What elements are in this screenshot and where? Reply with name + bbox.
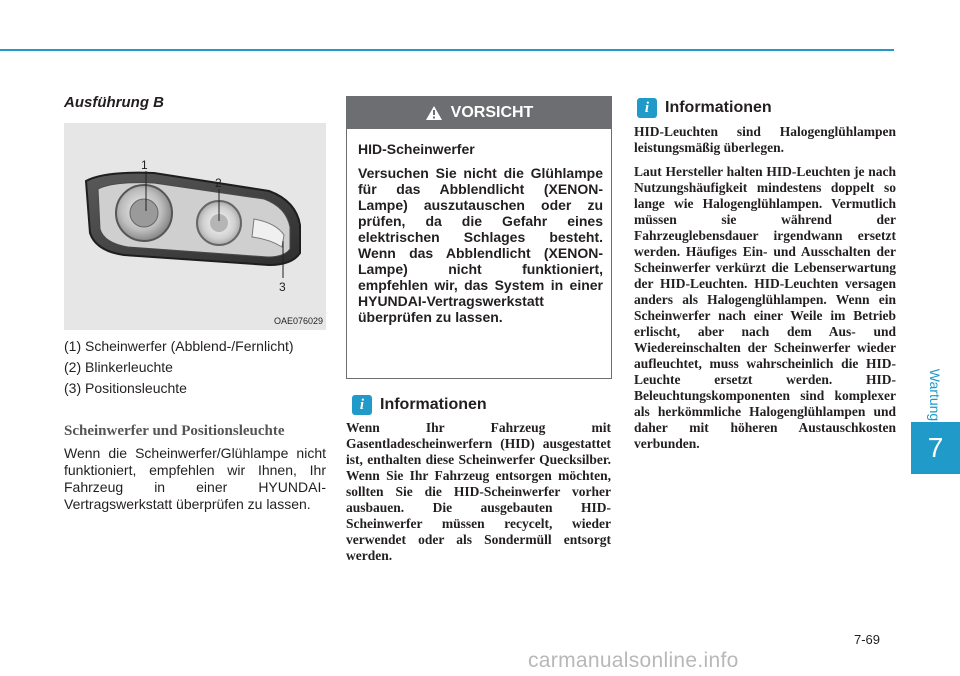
warning-triangle-icon — [425, 105, 443, 121]
section-title: Ausführung B — [64, 94, 164, 111]
info-paragraph: HID-Leuchten sind Halogenglühlampen leistungsmäßig überlegen. — [634, 124, 896, 155]
caution-label: VORSICHT — [450, 104, 534, 121]
callout-1: 1 — [141, 158, 148, 172]
headlamp-illustration — [64, 123, 326, 330]
info-text-middle: Wenn Ihr Fahrzeug mit Gasentladescheinwerfern (HID) ausgestattet ist, enthalten diese Scheinwerfer Quecksilber. Wenn Sie Ihr Fahrzeug entsorgen möchten, sollten Sie die HID-Scheinwerfer vorher ausbauen. Die ausgebauten HID-Scheinwerfer müssen recycelt, wieder verwendet oder als Sondermüll entsorgt werden. — [346, 420, 611, 563]
callout-2: 2 — [215, 176, 222, 190]
caption-position-lamp: (3) Positionsleuchte — [64, 380, 187, 396]
info-icon: i — [637, 98, 657, 118]
headlamp-figure — [64, 123, 326, 330]
sub-heading: Scheinwerfer und Positionsleuchte — [64, 423, 285, 439]
chapter-number-tab: 7 — [911, 422, 960, 474]
info-text-right — [634, 124, 896, 460]
info-heading-right — [637, 98, 772, 118]
caption-headlamp: (1) Scheinwerfer (Abblend-/Fernlicht) — [64, 338, 294, 354]
figure-code: OAE076029 — [273, 316, 323, 326]
info-paragraph: Laut Hersteller halten HID-Leuchten je nach Nutzungshäufigkeit mindestens doppelt so lange wie Halogenglühlampen. Vermutlich müssen sie während der Fahrzeuglebensdauer irgendwann ersetzt werden. Häufiges Ein- und Ausschalten der Scheinwerfer verkürzt die Lebenserwartung der HID-Leuchten. HID-Leuchten versagen anders als Halogenglühlampen. Wenn ein Scheinwerfer nach einer Weile im Betrieb erlischt, aber nach dem Aus- und Wiedereinschalten der Scheinwerfer wieder aufleuchtet, muss wahrscheinlich die HID-Leuchte ersetzt werden. HID-Beleuchtungskomponenten sind komplexer als herkömmliche Halogenglühlampen und daher mit höheren Austauschkosten verbunden. — [634, 164, 896, 451]
page-number: 7-69 — [854, 632, 881, 647]
info-heading-text: Informationen — [665, 99, 772, 116]
caution-box — [346, 96, 612, 379]
info-heading-text: Informationen — [380, 396, 487, 413]
caution-header — [347, 97, 611, 129]
body-text: Wenn die Scheinwerfer/Glühlampe nicht funktioniert, empfehlen wir Ihnen, Ihr Fahrzeug in einer HYUNDAI-Vertragswerkstatt überprüfen zu lassen. — [64, 445, 326, 512]
info-heading-middle — [352, 395, 487, 415]
info-icon: i — [352, 395, 372, 415]
caution-title: HID-Scheinwerfer — [358, 141, 475, 157]
chapter-label-text: Wartung — [927, 368, 943, 422]
caption-turn-signal: (2) Blinkerleuchte — [64, 359, 173, 375]
callout-3: 3 — [279, 280, 286, 294]
watermark: carmanualsonline.info — [528, 649, 739, 672]
caution-text: Versuchen Sie nicht die Glühlampe für das Abblendlicht (XENON-Lampe) auszutauschen oder zu prüfen, da die Gefahr eines elektrischen Schlages besteht. Wenn das Abblendlicht (XENON-Lampe) nicht funktioniert, empfehlen wir, das System in einer HYUNDAI-Vertragswerkstatt überprüfen zu lassen. — [358, 165, 603, 325]
header-rule — [0, 49, 894, 51]
